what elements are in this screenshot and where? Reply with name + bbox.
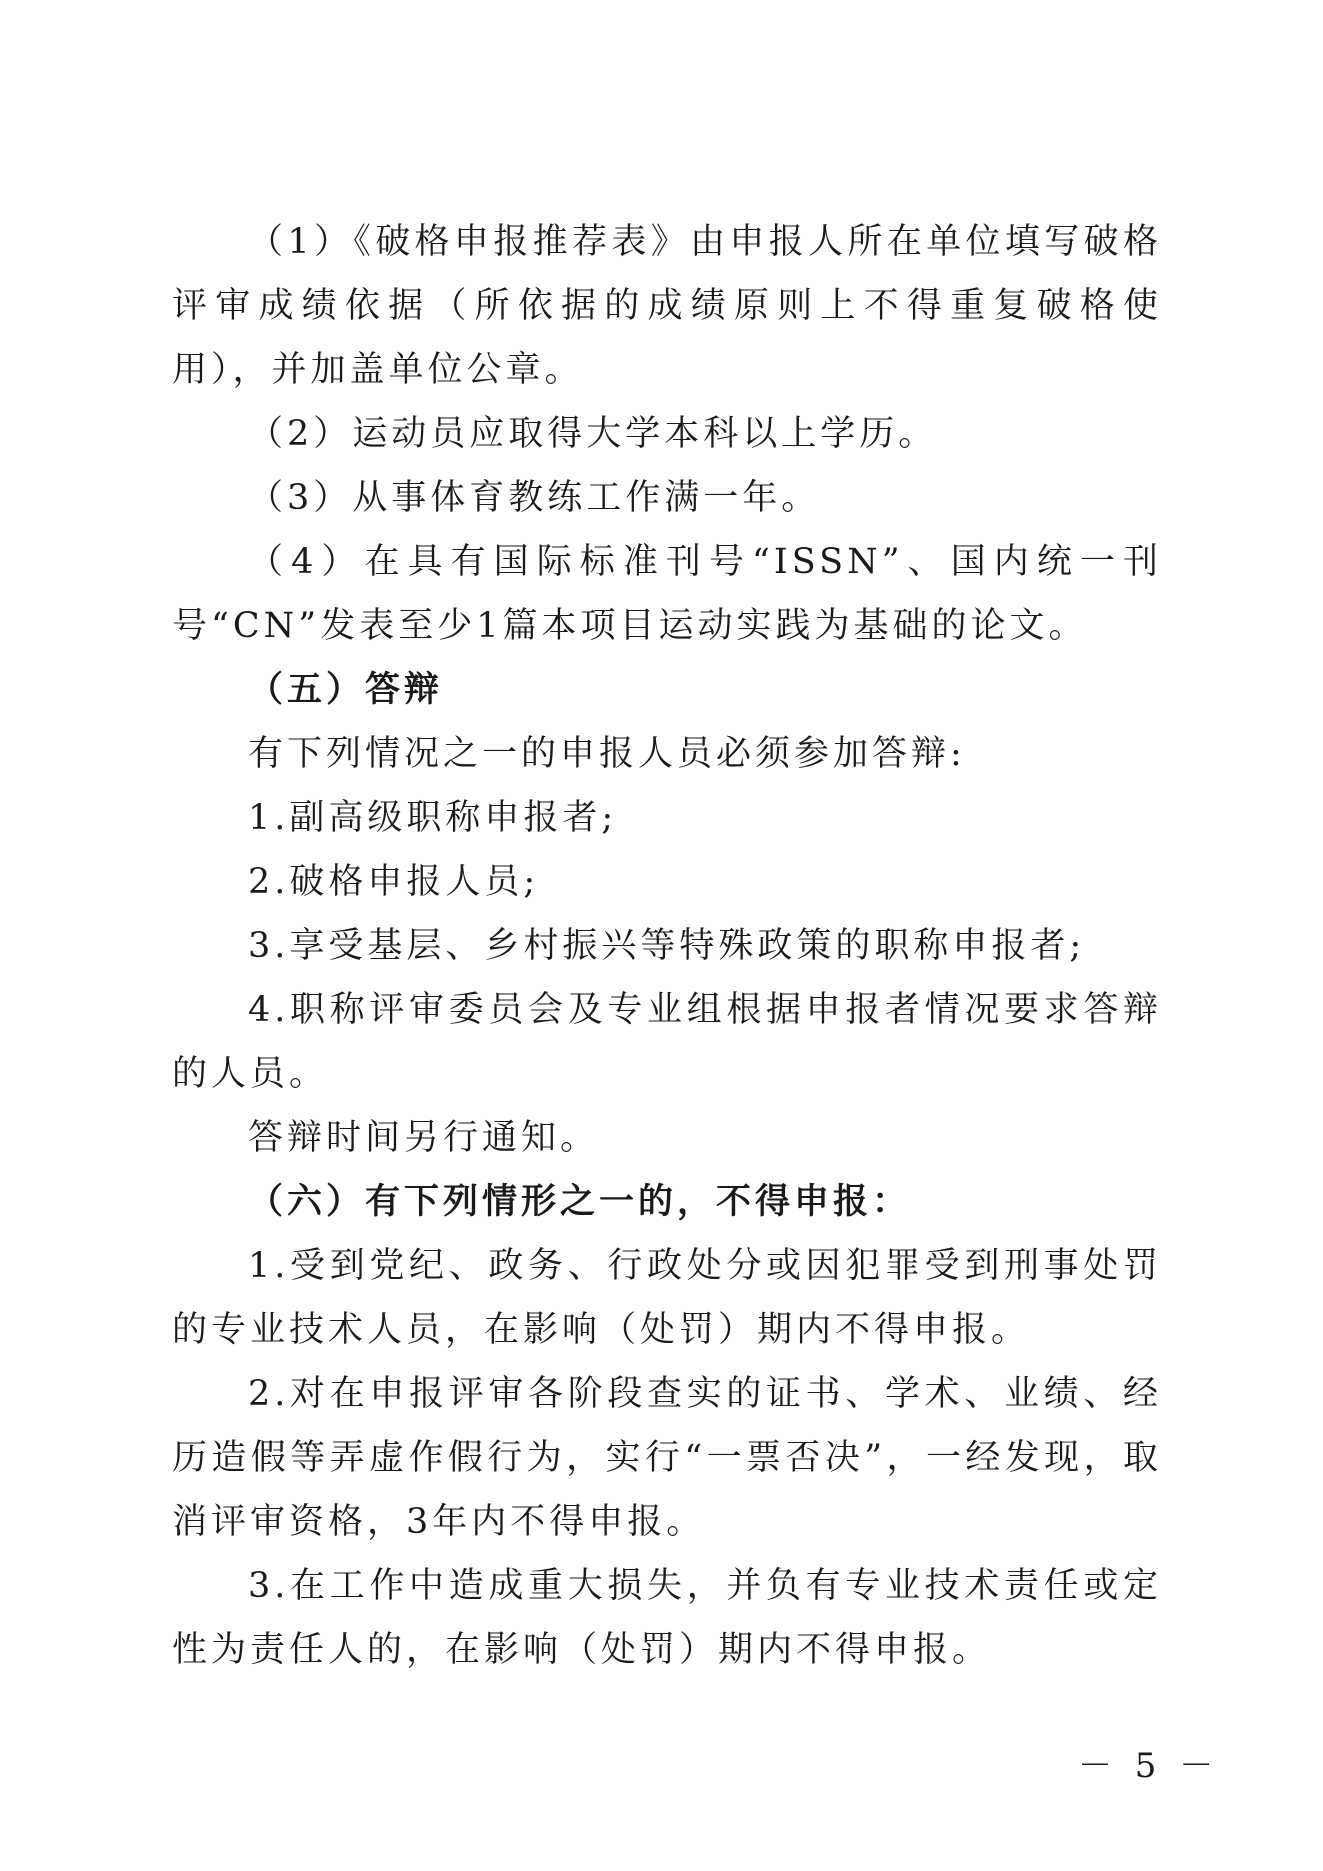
section-heading-ineligible: （六）有下列情形之一的，不得申报： bbox=[248, 1182, 912, 1222]
paragraph-publication: （4）在具有国际标准刊号“ISSN”、国内统一刊号“CN”发表至少1篇本项目运动实践为基础的论文。 bbox=[172, 542, 1162, 646]
list-item-defense-3: 3.享受基层、乡村振兴等特殊政策的职称申报者; bbox=[248, 926, 1086, 966]
list-item-defense-4: 4.职称评审委员会及专业组根据申报者情况要求答辩的人员。 bbox=[172, 990, 1162, 1094]
paragraph-breakout-form: （1）《破格申报推荐表》由申报人所在单位填写破格评审成绩依据（所依据的成绩原则上不得重复破格使用），并加盖单位公章。 bbox=[172, 222, 1162, 390]
paragraph-coaching-experience: （3）从事体育教练工作满一年。 bbox=[248, 478, 821, 518]
list-item-ineligible-1: 1.受到党纪、政务、行政处分或因犯罪受到刑事处罚的专业技术人员，在影响（处罚）期内不得申报。 bbox=[172, 1246, 1162, 1350]
list-item-ineligible-2: 2.对在申报评审各阶段查实的证书、学术、业绩、经历造假等弄虚作假行为，实行“一票否决”，一经发现，取消评审资格，3年内不得申报。 bbox=[172, 1374, 1162, 1542]
paragraph-defense-intro: 有下列情况之一的申报人员必须参加答辩: bbox=[248, 734, 966, 774]
page-number: － 5 － bbox=[1078, 1746, 1220, 1786]
section-heading-defense: （五）答辩 bbox=[248, 670, 444, 710]
document-body bbox=[172, 210, 1162, 1682]
paragraph-defense-time: 答辩时间另行通知。 bbox=[248, 1118, 600, 1158]
list-item-defense-1: 1.副高级职称申报者; bbox=[248, 798, 618, 838]
list-item-defense-2: 2.破格申报人员; bbox=[248, 862, 540, 902]
list-item-ineligible-3: 3.在工作中造成重大损失，并负有专业技术责任或定性为责任人的，在影响（处罚）期内不得申报。 bbox=[172, 1566, 1162, 1670]
paragraph-athlete-education: （2）运动员应取得大学本科以上学历。 bbox=[248, 414, 938, 454]
